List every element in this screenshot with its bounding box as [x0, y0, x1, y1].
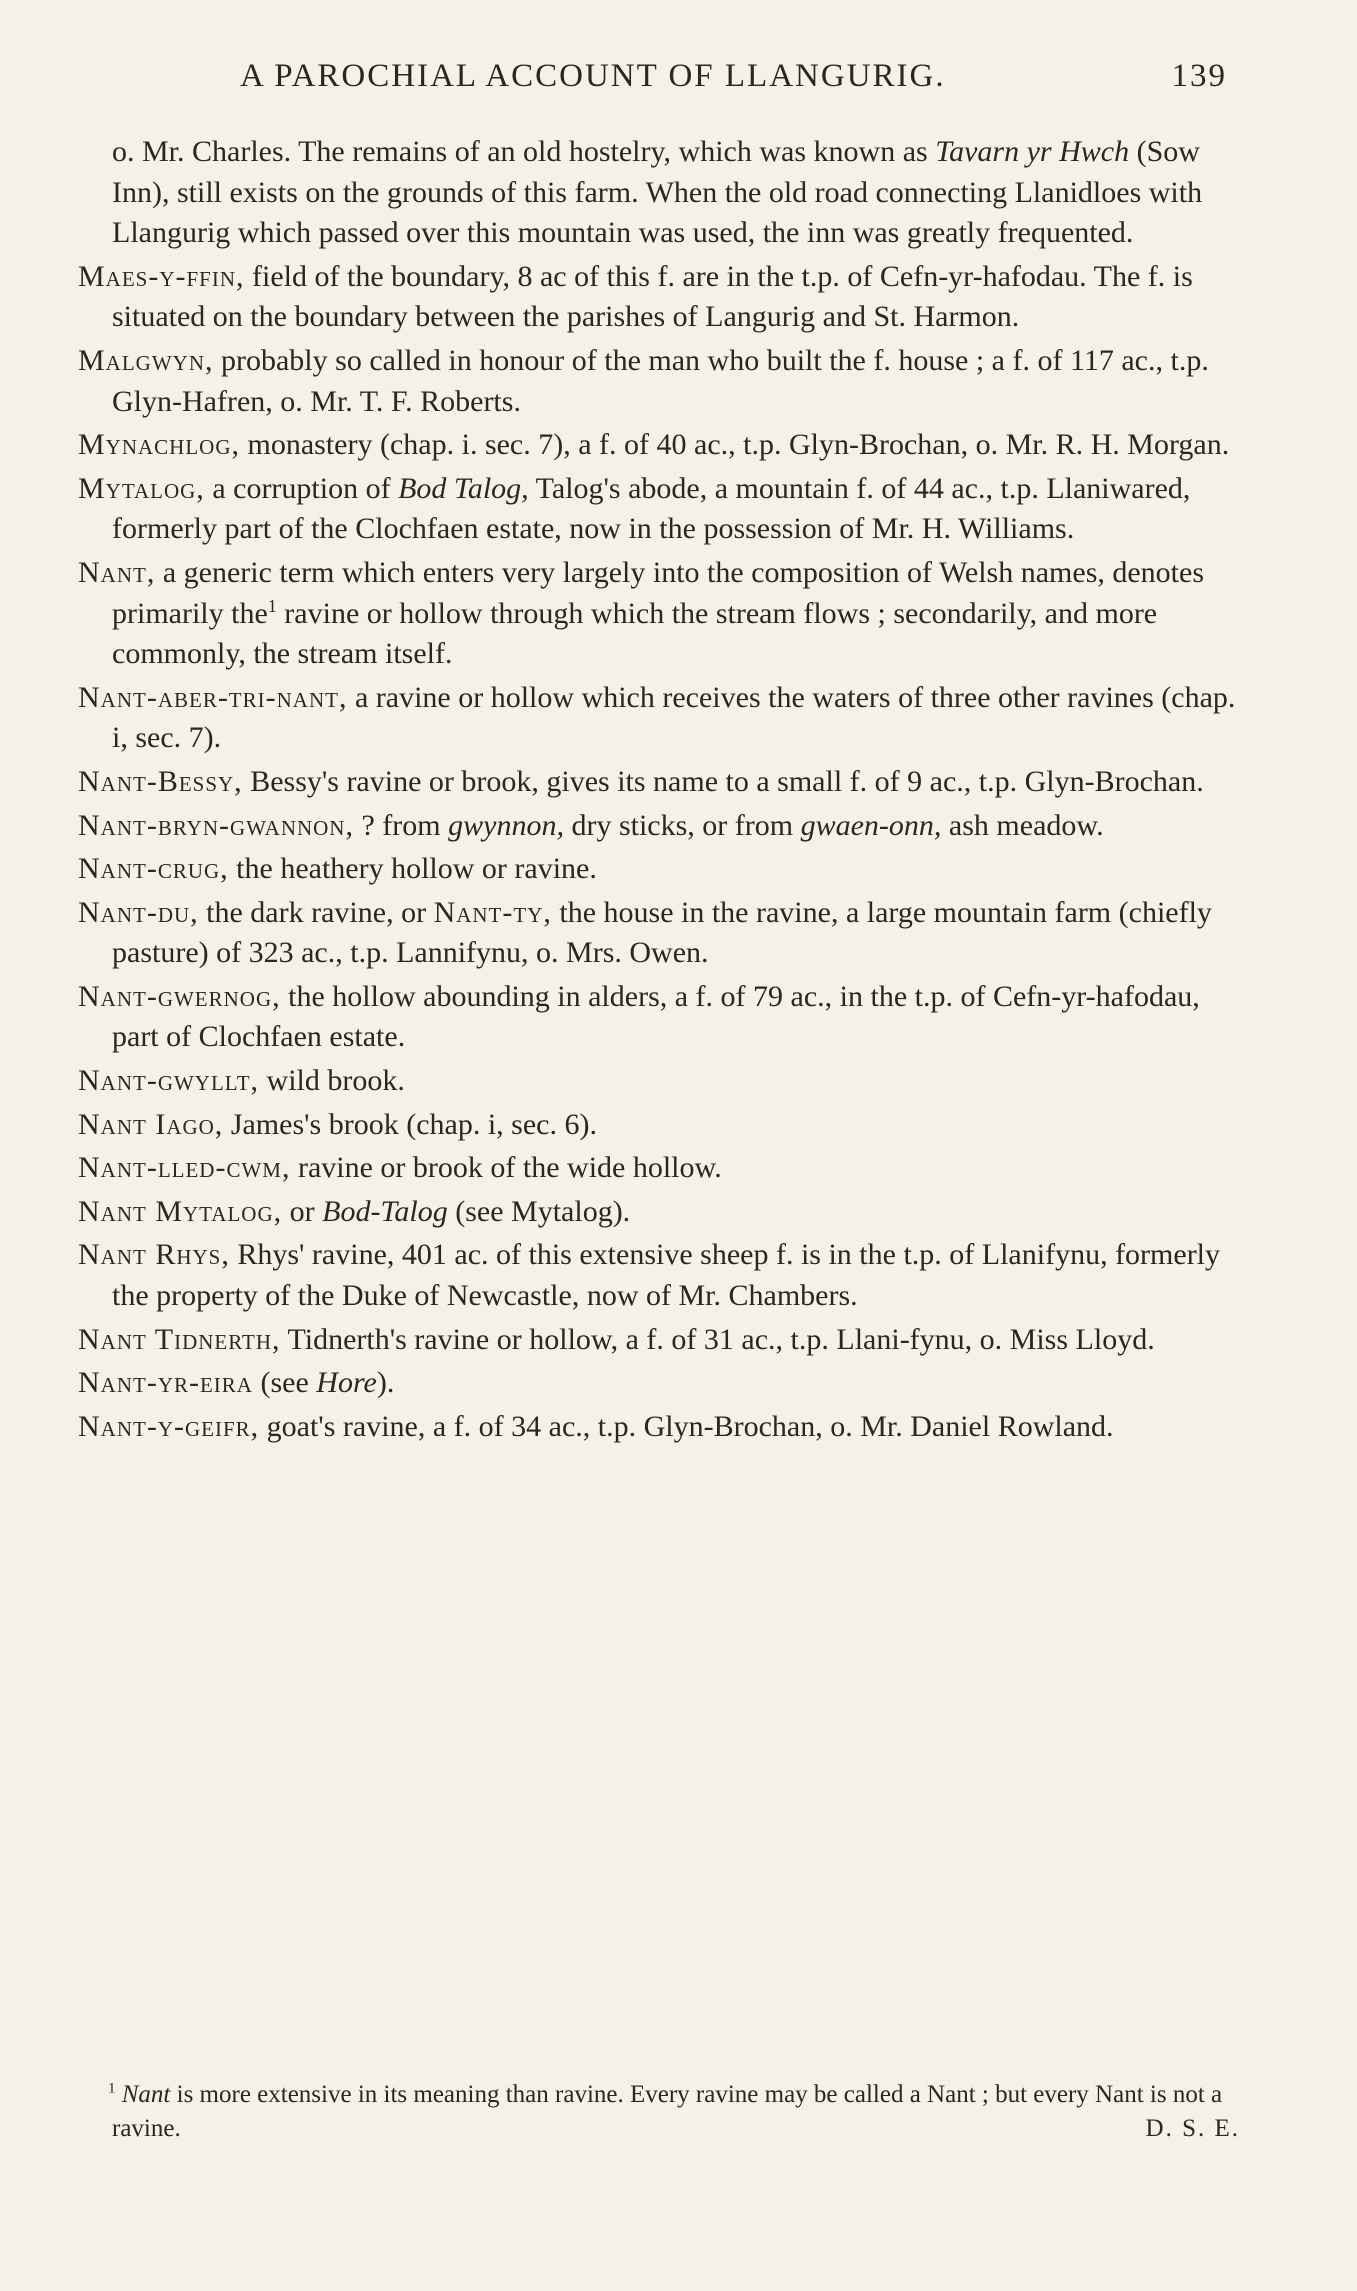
footnote-signature: D. S. E.	[1145, 2115, 1240, 2142]
entry: Nant-Bessy, Bessy's ravine or brook, gives its name to a small f. of 9 ac., t.p. Glyn-Brochan.	[78, 764, 1204, 798]
running-head	[240, 58, 1227, 95]
entry: Nant, a generic term which enters very largely into the composition of Welsh names, denotes primarily the$^1$ ravine or hollow through which the stream flows ; secondarily, and more commonly, the stream itself.	[78, 555, 1205, 671]
footnote	[78, 2078, 1240, 2146]
entry: Nant-bryn-gwannon, ? from gwynnon, dry sticks, or from gwaen-onn, ash meadow.	[78, 808, 1104, 842]
entry: Malgwyn, probably so called in honour of the man who built the f. house ; a f. of 117 ac., t.p. Glyn-Hafren, o. Mr. T. F. Roberts.	[78, 343, 1209, 418]
footnote-marker: 1	[108, 2080, 116, 2097]
entry: Nant-gwernog, the hollow abounding in alders, a f. of 79 ac., in the t.p. of Cefn-yr-hafodau, part of Clochfaen estate.	[78, 979, 1200, 1054]
body-text	[78, 132, 1240, 1450]
entry: Mytalog, a corruption of Bod Talog, Talog's abode, a mountain f. of 44 ac., t.p. Llaniwared, formerly part of the Clochfaen estate, now in the possession of Mr. H. Williams.	[78, 471, 1191, 546]
entry: Nant Mytalog, or Bod-Talog (see Mytalog).	[78, 1194, 631, 1228]
header-title: A PAROCHIAL ACCOUNT OF LLANGURIG.	[240, 58, 946, 94]
entry: Nant-crug, the heathery hollow or ravine.	[78, 852, 597, 886]
entry-continuation: o. Mr. Charles. The remains of an old hostelry, which was known as Tavarn yr Hwch (Sow Inn), still exists on the grounds of this farm. When the old road connecting Llanidloes with Llangurig which passed over this mountain was used, the inn was greatly frequented.	[112, 135, 1203, 250]
entry: Nant Rhys, Rhys' ravine, 401 ac. of this extensive sheep f. is in the t.p. of Llanifynu, formerly the property of the Duke of Newcastle, now of Mr. Chambers.	[78, 1238, 1221, 1313]
entry: Nant-yr-eira (see Hore).	[78, 1366, 395, 1400]
entry: Nant-aber-tri-nant, a ravine or hollow which receives the waters of three other ravines (chap. i, sec. 7).	[78, 680, 1236, 755]
entry: Nant Tidnerth, Tidnerth's ravine or hollow, a f. of 31 ac., t.p. Llani-fynu, o. Miss Lloyd.	[78, 1322, 1155, 1356]
entry: Nant-gwyllt, wild brook.	[78, 1064, 405, 1098]
entry: Nant-du, the dark ravine, or Nant-ty, the house in the ravine, a large mountain farm (chiefly pasture) of 323 ac., t.p. Lannifynu, o. Mrs. Owen.	[78, 895, 1212, 970]
entry: Mynachlog, monastery (chap. i. sec. 7), a f. of 40 ac., t.p. Glyn-Brochan, o. Mr. R. H. Morgan.	[78, 428, 1230, 462]
entry: Nant Iago, James's brook (chap. i, sec. 6).	[78, 1107, 597, 1141]
footnote-text: is more extensive in its meaning than ravine. Every ravine may be called a Nant ; but every Nant is not a ravine.	[112, 2081, 1223, 2142]
entry: Nant-y-geifr, goat's ravine, a f. of 34 ac., t.p. Glyn-Brochan, o. Mr. Daniel Rowland.	[78, 1409, 1114, 1443]
page-number: 139	[1171, 58, 1227, 94]
footnote-term: Nant	[121, 2081, 171, 2108]
entry: Maes-y-ffin, field of the boundary, 8 ac of this f. are in the t.p. of Cefn-yr-hafodau. The f. is situated on the boundary between the parishes of Langurig and St. Harmon.	[78, 259, 1193, 334]
entry: Nant-lled-cwm, ravine or brook of the wide hollow.	[78, 1151, 722, 1185]
footnote-ref: 1	[267, 595, 277, 616]
